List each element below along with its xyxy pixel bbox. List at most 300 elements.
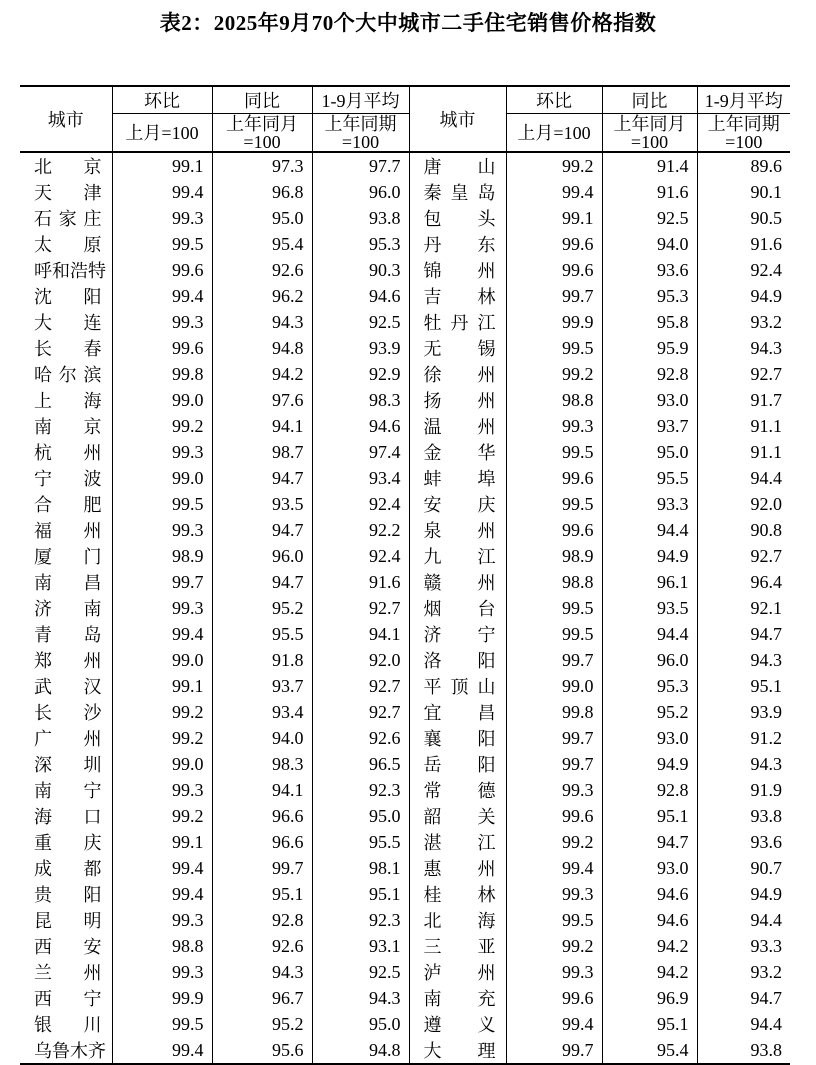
yoy-value-cell: 93.5 <box>212 491 312 517</box>
avg-value-cell: 91.6 <box>312 569 409 595</box>
mom-value-cell: 99.2 <box>506 933 602 959</box>
avg-value-cell: 92.7 <box>697 361 790 387</box>
city-cell <box>409 725 506 751</box>
mom-value-cell: 99.1 <box>506 205 602 231</box>
yoy-value-cell: 96.6 <box>212 803 312 829</box>
mom-value-cell: 99.0 <box>112 465 212 491</box>
header-avg-base-right <box>697 114 790 153</box>
header-city-left: 城市 <box>20 86 112 152</box>
city-name: 郑 州 <box>34 651 102 671</box>
mom-value-cell: 99.3 <box>506 777 602 803</box>
yoy-value-cell: 95.1 <box>212 881 312 907</box>
avg-value-cell: 92.7 <box>312 595 409 621</box>
avg-value-cell: 93.2 <box>697 959 790 985</box>
city-cell <box>409 283 506 309</box>
yoy-value-cell: 93.7 <box>602 413 697 439</box>
city-cell <box>20 543 112 569</box>
table-row <box>20 855 790 881</box>
avg-value-cell: 92.1 <box>697 595 790 621</box>
city-cell <box>409 803 506 829</box>
city-name: 深 圳 <box>34 755 102 775</box>
table-row <box>20 283 790 309</box>
city-name: 天 津 <box>34 183 102 203</box>
mom-value-cell: 99.7 <box>112 569 212 595</box>
city-cell <box>20 907 112 933</box>
city-name: 蚌 埠 <box>423 469 496 489</box>
mom-value-cell: 99.2 <box>506 152 602 179</box>
mom-value-cell: 99.7 <box>506 1037 602 1064</box>
city-cell <box>20 881 112 907</box>
table-row <box>20 543 790 569</box>
mom-value-cell: 99.4 <box>112 283 212 309</box>
yoy-value-cell: 94.9 <box>602 751 697 777</box>
mom-value-cell: 99.5 <box>112 231 212 257</box>
city-name: 泉 州 <box>423 521 496 541</box>
avg-base-line2: =100 <box>341 131 380 152</box>
mom-value-cell: 99.4 <box>506 855 602 881</box>
mom-value-cell: 99.5 <box>112 491 212 517</box>
city-cell <box>20 803 112 829</box>
mom-value-cell: 99.3 <box>112 205 212 231</box>
city-cell <box>20 829 112 855</box>
header-yoy-right: 同比 <box>602 86 697 114</box>
table-row <box>20 361 790 387</box>
avg-value-cell: 89.6 <box>697 152 790 179</box>
city-name: 贵 阳 <box>34 885 102 905</box>
city-name: 温 州 <box>423 417 496 437</box>
city-cell <box>20 257 112 283</box>
yoy-value-cell: 91.4 <box>602 152 697 179</box>
avg-value-cell: 97.7 <box>312 152 409 179</box>
mom-value-cell: 99.5 <box>506 907 602 933</box>
avg-value-cell: 94.3 <box>697 647 790 673</box>
city-cell <box>409 959 506 985</box>
city-name: 石 家 庄 <box>34 209 102 229</box>
mom-value-cell: 99.0 <box>112 751 212 777</box>
mom-value-cell: 99.3 <box>506 413 602 439</box>
city-name: 洛 阳 <box>423 651 496 671</box>
table-row <box>20 829 790 855</box>
city-cell <box>20 595 112 621</box>
avg-value-cell: 96.0 <box>312 179 409 205</box>
mom-value-cell: 99.2 <box>112 413 212 439</box>
city-name: 赣 州 <box>423 573 496 593</box>
yoy-base-line2: =100 <box>630 131 669 152</box>
yoy-value-cell: 94.7 <box>212 569 312 595</box>
avg-value-cell: 93.1 <box>312 933 409 959</box>
mom-value-cell: 99.3 <box>112 309 212 335</box>
city-name: 哈 尔 滨 <box>34 365 102 385</box>
city-cell <box>409 543 506 569</box>
yoy-value-cell: 95.0 <box>212 205 312 231</box>
avg-value-cell: 92.3 <box>312 907 409 933</box>
header-mom-base-left <box>112 114 212 153</box>
city-cell <box>409 1011 506 1037</box>
avg-value-cell: 94.3 <box>697 751 790 777</box>
header-avg-right: 1-9月平均 <box>697 86 790 114</box>
city-cell <box>409 439 506 465</box>
avg-value-cell: 93.8 <box>312 205 409 231</box>
yoy-value-cell: 93.0 <box>602 855 697 881</box>
table-row <box>20 465 790 491</box>
avg-value-cell: 92.5 <box>312 959 409 985</box>
table-row <box>20 621 790 647</box>
mom-value-cell: 99.3 <box>112 959 212 985</box>
avg-value-cell: 93.3 <box>697 933 790 959</box>
avg-value-cell: 91.1 <box>697 439 790 465</box>
mom-value-cell: 98.8 <box>112 933 212 959</box>
yoy-value-cell: 92.5 <box>602 205 697 231</box>
avg-value-cell: 92.3 <box>312 777 409 803</box>
city-name: 安 庆 <box>423 495 496 515</box>
city-cell <box>20 283 112 309</box>
city-cell <box>409 621 506 647</box>
mom-value-cell: 99.7 <box>506 751 602 777</box>
mom-value-cell: 99.5 <box>506 439 602 465</box>
city-name: 九 江 <box>423 547 496 567</box>
price-index-table <box>20 85 790 1065</box>
yoy-value-cell: 97.6 <box>212 387 312 413</box>
avg-value-cell: 97.4 <box>312 439 409 465</box>
avg-value-cell: 91.2 <box>697 725 790 751</box>
header-yoy-base-right <box>602 114 697 153</box>
city-cell <box>20 517 112 543</box>
mom-value-cell: 99.6 <box>112 257 212 283</box>
mom-value-cell: 99.4 <box>112 621 212 647</box>
yoy-value-cell: 94.2 <box>602 959 697 985</box>
city-cell <box>409 231 506 257</box>
city-name: 韶 关 <box>423 807 496 827</box>
city-cell <box>20 777 112 803</box>
yoy-value-cell: 94.3 <box>212 309 312 335</box>
city-cell <box>409 205 506 231</box>
table-row <box>20 725 790 751</box>
mom-value-cell: 99.7 <box>506 725 602 751</box>
mom-value-cell: 99.3 <box>112 907 212 933</box>
yoy-value-cell: 91.6 <box>602 179 697 205</box>
table-header <box>20 86 790 152</box>
avg-value-cell: 95.1 <box>312 881 409 907</box>
yoy-value-cell: 94.3 <box>212 959 312 985</box>
mom-value-cell: 99.2 <box>112 725 212 751</box>
city-name: 厦 门 <box>34 547 102 567</box>
mom-value-cell: 99.6 <box>506 985 602 1011</box>
city-name: 桂 林 <box>423 885 496 905</box>
table-body <box>20 152 790 1064</box>
mom-value-cell: 99.3 <box>112 517 212 543</box>
yoy-value-cell: 92.6 <box>212 257 312 283</box>
yoy-value-cell: 94.0 <box>602 231 697 257</box>
city-cell <box>20 439 112 465</box>
table-row <box>20 517 790 543</box>
avg-value-cell: 94.7 <box>697 621 790 647</box>
city-cell <box>409 855 506 881</box>
yoy-value-cell: 95.8 <box>602 309 697 335</box>
mom-value-cell: 99.4 <box>506 1011 602 1037</box>
table-row <box>20 413 790 439</box>
yoy-value-cell: 95.5 <box>212 621 312 647</box>
city-name: 海 口 <box>34 807 102 827</box>
city-cell <box>20 335 112 361</box>
city-name: 南 昌 <box>34 573 102 593</box>
mom-value-cell: 99.5 <box>112 1011 212 1037</box>
mom-base-text: 上月=100 <box>125 122 199 143</box>
city-cell <box>20 985 112 1011</box>
yoy-value-cell: 95.9 <box>602 335 697 361</box>
yoy-value-cell: 92.8 <box>212 907 312 933</box>
yoy-value-cell: 94.1 <box>212 413 312 439</box>
mom-value-cell: 99.9 <box>112 985 212 1011</box>
avg-value-cell: 93.6 <box>697 829 790 855</box>
avg-value-cell: 98.1 <box>312 855 409 881</box>
yoy-value-cell: 96.9 <box>602 985 697 1011</box>
city-name: 唐 山 <box>423 157 496 177</box>
table-row <box>20 699 790 725</box>
mom-value-cell: 99.6 <box>506 803 602 829</box>
yoy-value-cell: 94.2 <box>602 933 697 959</box>
mom-value-cell: 99.3 <box>112 777 212 803</box>
city-cell <box>409 647 506 673</box>
city-name: 南 充 <box>423 989 496 1009</box>
mom-value-cell: 99.4 <box>506 179 602 205</box>
yoy-value-cell: 95.1 <box>602 1011 697 1037</box>
city-name: 岳 阳 <box>423 755 496 775</box>
city-name: 沈 阳 <box>34 287 102 307</box>
avg-value-cell: 91.7 <box>697 387 790 413</box>
city-cell <box>20 725 112 751</box>
mom-value-cell: 99.3 <box>112 595 212 621</box>
city-cell <box>409 777 506 803</box>
mom-value-cell: 99.1 <box>112 829 212 855</box>
mom-value-cell: 99.6 <box>506 465 602 491</box>
header-avg-base-left <box>312 114 409 153</box>
city-cell <box>20 569 112 595</box>
yoy-value-cell: 92.6 <box>212 933 312 959</box>
mom-value-cell: 99.7 <box>506 647 602 673</box>
city-cell <box>20 647 112 673</box>
city-cell <box>20 387 112 413</box>
city-cell <box>409 595 506 621</box>
avg-value-cell: 93.4 <box>312 465 409 491</box>
city-cell <box>409 985 506 1011</box>
table-row <box>20 647 790 673</box>
mom-value-cell: 99.3 <box>112 439 212 465</box>
avg-value-cell: 93.8 <box>697 803 790 829</box>
yoy-value-cell: 94.8 <box>212 335 312 361</box>
mom-value-cell: 99.4 <box>112 881 212 907</box>
city-name: 合 肥 <box>34 495 102 515</box>
mom-value-cell: 99.4 <box>112 1037 212 1064</box>
avg-value-cell: 93.8 <box>697 1037 790 1064</box>
mom-value-cell: 99.4 <box>112 855 212 881</box>
yoy-value-cell: 95.4 <box>602 1037 697 1064</box>
avg-base-line2: =100 <box>725 131 763 152</box>
city-cell <box>409 699 506 725</box>
yoy-value-cell: 94.1 <box>212 777 312 803</box>
table-row <box>20 205 790 231</box>
avg-value-cell: 94.4 <box>697 1011 790 1037</box>
table-row <box>20 985 790 1011</box>
mom-value-cell: 99.8 <box>506 699 602 725</box>
table-row <box>20 751 790 777</box>
yoy-value-cell: 95.2 <box>212 595 312 621</box>
city-cell <box>20 1037 112 1064</box>
avg-value-cell: 94.4 <box>697 907 790 933</box>
yoy-value-cell: 94.4 <box>602 517 697 543</box>
yoy-value-cell: 95.2 <box>212 1011 312 1037</box>
city-name: 重 庆 <box>34 833 102 853</box>
city-name: 昆 明 <box>34 911 102 931</box>
table-row <box>20 152 790 179</box>
city-name: 遵 义 <box>423 1015 496 1035</box>
city-name: 徐 州 <box>423 365 496 385</box>
yoy-value-cell: 95.3 <box>602 673 697 699</box>
city-cell <box>20 465 112 491</box>
yoy-value-cell: 98.3 <box>212 751 312 777</box>
avg-value-cell: 93.9 <box>697 699 790 725</box>
avg-value-cell: 92.4 <box>312 491 409 517</box>
yoy-value-cell: 94.7 <box>212 465 312 491</box>
yoy-value-cell: 93.4 <box>212 699 312 725</box>
avg-value-cell: 94.9 <box>697 881 790 907</box>
yoy-value-cell: 94.0 <box>212 725 312 751</box>
yoy-value-cell: 94.7 <box>212 517 312 543</box>
avg-value-cell: 91.1 <box>697 413 790 439</box>
city-cell <box>20 699 112 725</box>
city-name: 福 州 <box>34 521 102 541</box>
table-row <box>20 439 790 465</box>
avg-value-cell: 92.7 <box>697 543 790 569</box>
city-name: 成 都 <box>34 859 102 879</box>
header-avg-left: 1-9月平均 <box>312 86 409 114</box>
yoy-value-cell: 97.3 <box>212 152 312 179</box>
city-cell <box>409 933 506 959</box>
avg-value-cell: 92.4 <box>312 543 409 569</box>
table-row <box>20 309 790 335</box>
mom-value-cell: 99.8 <box>112 361 212 387</box>
avg-value-cell: 90.8 <box>697 517 790 543</box>
avg-value-cell: 92.0 <box>697 491 790 517</box>
city-cell <box>20 413 112 439</box>
yoy-value-cell: 94.7 <box>602 829 697 855</box>
mom-value-cell: 99.2 <box>506 829 602 855</box>
city-name: 南 宁 <box>34 781 102 801</box>
mom-value-cell: 99.3 <box>506 881 602 907</box>
city-cell <box>409 179 506 205</box>
table-row <box>20 881 790 907</box>
city-cell <box>409 907 506 933</box>
yoy-value-cell: 94.2 <box>212 361 312 387</box>
city-cell <box>20 152 112 179</box>
header-city-right: 城市 <box>409 86 506 152</box>
mom-base-text: 上月=100 <box>517 122 591 143</box>
city-name: 西 安 <box>34 937 102 957</box>
mom-value-cell: 99.6 <box>506 517 602 543</box>
avg-value-cell: 95.0 <box>312 1011 409 1037</box>
table-row <box>20 231 790 257</box>
city-name: 长 春 <box>34 339 102 359</box>
mom-value-cell: 99.2 <box>112 699 212 725</box>
avg-value-cell: 92.7 <box>312 673 409 699</box>
city-name: 烟 台 <box>423 599 496 619</box>
mom-value-cell: 98.8 <box>506 387 602 413</box>
city-cell <box>20 1011 112 1037</box>
table-row <box>20 1011 790 1037</box>
yoy-value-cell: 94.9 <box>602 543 697 569</box>
city-cell <box>20 491 112 517</box>
city-name: 乌 鲁 木 齐 <box>34 1041 106 1061</box>
city-name: 大 连 <box>34 313 102 333</box>
mom-value-cell: 99.5 <box>506 491 602 517</box>
mom-value-cell: 99.5 <box>506 595 602 621</box>
mom-value-cell: 98.9 <box>112 543 212 569</box>
city-name: 惠 州 <box>423 859 496 879</box>
table-row <box>20 179 790 205</box>
city-name: 北 海 <box>423 911 496 931</box>
yoy-value-cell: 96.0 <box>602 647 697 673</box>
mom-value-cell: 99.1 <box>112 673 212 699</box>
avg-value-cell: 94.3 <box>312 985 409 1011</box>
avg-value-cell: 93.9 <box>312 335 409 361</box>
city-name: 长 沙 <box>34 703 102 723</box>
yoy-value-cell: 95.5 <box>602 465 697 491</box>
city-cell <box>20 959 112 985</box>
city-cell <box>409 335 506 361</box>
yoy-value-cell: 95.3 <box>602 283 697 309</box>
city-cell <box>20 751 112 777</box>
city-name: 泸 州 <box>423 963 496 983</box>
city-cell <box>409 465 506 491</box>
avg-base-line1: 上年同期 <box>324 113 397 134</box>
mom-value-cell: 99.0 <box>112 647 212 673</box>
avg-value-cell: 95.1 <box>697 673 790 699</box>
yoy-value-cell: 93.0 <box>602 725 697 751</box>
mom-value-cell: 99.2 <box>506 361 602 387</box>
mom-value-cell: 99.3 <box>506 959 602 985</box>
yoy-value-cell: 94.4 <box>602 621 697 647</box>
avg-value-cell: 94.1 <box>312 621 409 647</box>
avg-value-cell: 90.5 <box>697 205 790 231</box>
avg-value-cell: 91.9 <box>697 777 790 803</box>
avg-value-cell: 92.9 <box>312 361 409 387</box>
mom-value-cell: 99.6 <box>506 257 602 283</box>
avg-value-cell: 98.3 <box>312 387 409 413</box>
table-row <box>20 491 790 517</box>
avg-value-cell: 92.4 <box>697 257 790 283</box>
yoy-value-cell: 96.2 <box>212 283 312 309</box>
avg-value-cell: 95.3 <box>312 231 409 257</box>
mom-value-cell: 99.0 <box>112 387 212 413</box>
mom-value-cell: 99.7 <box>506 283 602 309</box>
yoy-value-cell: 95.0 <box>602 439 697 465</box>
city-cell <box>409 413 506 439</box>
avg-value-cell: 90.7 <box>697 855 790 881</box>
table-row <box>20 673 790 699</box>
avg-value-cell: 94.6 <box>312 413 409 439</box>
mom-value-cell: 99.6 <box>112 335 212 361</box>
city-cell <box>409 361 506 387</box>
header-mom-right: 环比 <box>506 86 602 114</box>
city-name: 牡 丹 江 <box>423 313 496 333</box>
city-cell <box>409 387 506 413</box>
mom-value-cell: 98.8 <box>506 569 602 595</box>
header-yoy-left: 同比 <box>212 86 312 114</box>
table-row <box>20 907 790 933</box>
yoy-value-cell: 99.7 <box>212 855 312 881</box>
yoy-value-cell: 92.8 <box>602 361 697 387</box>
avg-value-cell: 92.6 <box>312 725 409 751</box>
city-cell <box>409 829 506 855</box>
